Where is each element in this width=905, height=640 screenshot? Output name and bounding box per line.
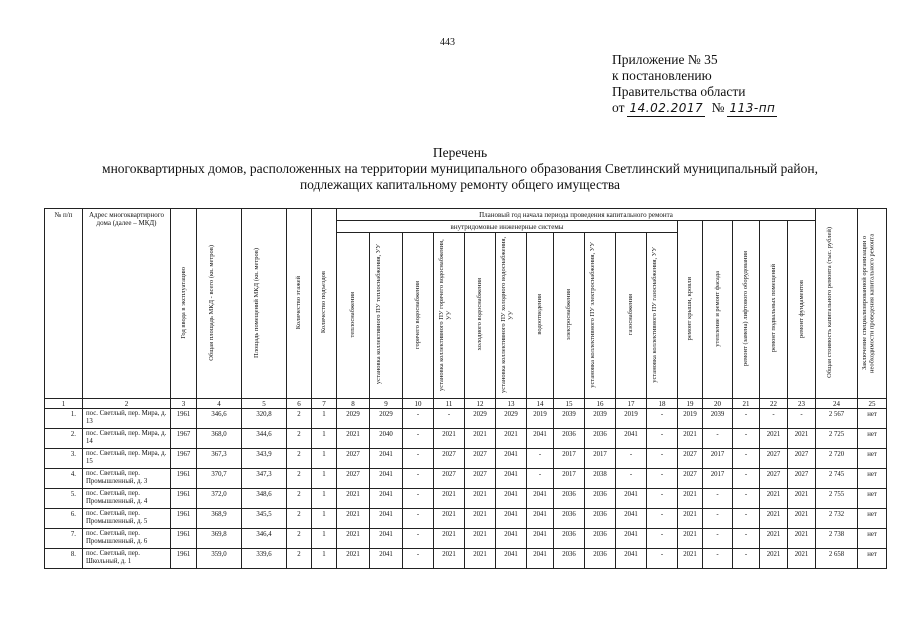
table-cell: - [647, 489, 678, 509]
table-cell: 370,7 [197, 469, 242, 489]
table-row [45, 409, 887, 429]
table-cell: 2036 [585, 509, 616, 529]
table-cell: 2021 [434, 509, 465, 529]
table-cell: - [733, 549, 760, 569]
table-cell: 2021 [678, 529, 703, 549]
row-index-cell: 3. [45, 449, 83, 469]
table-cell: 1 [312, 549, 337, 569]
table-cell: 2 [287, 409, 312, 429]
header-sub-heating: теплоснабжения [337, 233, 370, 399]
column-number: 4 [197, 399, 242, 409]
table-cell: - [527, 449, 554, 469]
table-cell: 344,6 [242, 429, 287, 449]
table-cell: 2036 [585, 429, 616, 449]
table-cell: - [403, 529, 434, 549]
table-cell: 2041 [527, 429, 554, 449]
table-cell: 2 [287, 429, 312, 449]
table-cell: 1 [312, 469, 337, 489]
table-cell: 346,6 [197, 409, 242, 429]
table-cell: - [647, 429, 678, 449]
table-cell: 2036 [585, 529, 616, 549]
table-cell: 2021 [434, 429, 465, 449]
table-cell: - [788, 409, 816, 429]
table-cell: 2036 [585, 549, 616, 569]
table-cell: 1961 [171, 409, 197, 429]
number-prefix: № [711, 100, 725, 115]
table-cell: 2021 [788, 489, 816, 509]
table-cell: 2021 [678, 429, 703, 449]
column-number: 18 [647, 399, 678, 409]
table-cell: 2021 [465, 529, 496, 549]
column-number: 15 [554, 399, 585, 409]
table-cell: 2036 [554, 489, 585, 509]
table-cell: 320,8 [242, 409, 287, 429]
table-cell: 2017 [554, 449, 585, 469]
header-sub-cold-water-meter: установка коллективного ПУ холодного водоснабжения, УУ [496, 233, 527, 399]
table-cell: 2041 [496, 509, 527, 529]
table-cell: 2021 [760, 429, 788, 449]
table-cell: 2021 [337, 429, 370, 449]
header-sub-sewage: водоотведения [527, 233, 554, 399]
address-cell: пос. Светлый, пер. Промышленный, д. 4 [83, 489, 171, 509]
table-cell: 2 745 [816, 469, 858, 489]
table-cell: 2 738 [816, 529, 858, 549]
table-cell: нет [858, 469, 887, 489]
table-cell: - [733, 489, 760, 509]
column-number-row [45, 399, 887, 409]
table-cell: нет [858, 449, 887, 469]
table-cell: 2017 [585, 449, 616, 469]
table-cell: 2017 [703, 469, 733, 489]
handwritten-date: 14.02.2017 [629, 101, 704, 115]
table-cell: 2029 [496, 409, 527, 429]
header-sub-gas: газоснабжения [616, 233, 647, 399]
table-cell: 2021 [788, 549, 816, 569]
table-cell: 2041 [370, 469, 403, 489]
table-cell: 2027 [788, 469, 816, 489]
appendix-block [612, 52, 780, 117]
table-cell: 2 [287, 489, 312, 509]
column-number: 3 [171, 399, 197, 409]
table-cell: 2021 [337, 529, 370, 549]
address-cell: пос. Светлый, пер. Мира, д. 14 [83, 429, 171, 449]
column-number: 5 [242, 399, 287, 409]
table-cell: 347,3 [242, 469, 287, 489]
table-cell: 2041 [616, 429, 647, 449]
table-cell: - [647, 509, 678, 529]
table-cell: 2 732 [816, 509, 858, 529]
table-cell: 348,6 [242, 489, 287, 509]
table-cell: 2027 [788, 449, 816, 469]
table-cell: - [760, 409, 788, 429]
address-cell: пос. Светлый, пер. Мира, д. 15 [83, 449, 171, 469]
table-cell: нет [858, 549, 887, 569]
column-number: 2 [83, 399, 171, 409]
header-year: Год ввода в эксплуатацию [171, 209, 197, 399]
table-cell: 2041 [370, 509, 403, 529]
table-cell: 2027 [760, 469, 788, 489]
table-cell: 2041 [496, 529, 527, 549]
table-cell: 2021 [788, 509, 816, 529]
address-cell: пос. Светлый, пер. Промышленный, д. 5 [83, 509, 171, 529]
table-cell: 2017 [554, 469, 585, 489]
table-cell: 2021 [465, 429, 496, 449]
table-cell: 1 [312, 409, 337, 429]
table-cell: - [647, 449, 678, 469]
table-cell: 2041 [496, 489, 527, 509]
header-basement: ремонт подвальных помещений [760, 221, 788, 399]
table-cell: 2021 [788, 529, 816, 549]
table-cell: 2027 [678, 449, 703, 469]
table-cell: - [647, 469, 678, 489]
header-engineering-systems: внутридомовые инженерные системы [337, 221, 678, 233]
table-cell: 2041 [370, 449, 403, 469]
table-cell: 2041 [527, 549, 554, 569]
table-cell: 2027 [678, 469, 703, 489]
table-cell: 2021 [496, 429, 527, 449]
column-number: 25 [858, 399, 887, 409]
header-sub-cold-water: холодного водоснабжения [465, 233, 496, 399]
column-number: 20 [703, 399, 733, 409]
table-cell: 2021 [465, 489, 496, 509]
table-cell: 1961 [171, 529, 197, 549]
table-cell: 2041 [616, 529, 647, 549]
table-cell: 2027 [465, 449, 496, 469]
table-cell: - [616, 449, 647, 469]
table-cell: 2021 [465, 549, 496, 569]
column-number: 13 [496, 399, 527, 409]
table-cell: нет [858, 509, 887, 529]
column-number: 14 [527, 399, 554, 409]
table-cell: - [403, 409, 434, 429]
table-cell: 1 [312, 489, 337, 509]
column-number: 8 [337, 399, 370, 409]
table-cell: 2017 [703, 449, 733, 469]
table-cell: 2029 [370, 409, 403, 429]
table-cell: 2021 [760, 509, 788, 529]
column-number: 6 [287, 399, 312, 409]
column-number: 23 [788, 399, 816, 409]
table-cell: 2021 [337, 549, 370, 569]
table-cell: 2041 [527, 489, 554, 509]
appendix-line-3: Правительства области [612, 84, 746, 99]
table-cell: 2021 [760, 489, 788, 509]
table-cell: 2036 [554, 529, 585, 549]
table-cell: 368,0 [197, 429, 242, 449]
table-cell: 2021 [760, 529, 788, 549]
table-cell: 2 755 [816, 489, 858, 509]
table-cell: 2021 [337, 489, 370, 509]
table-cell: нет [858, 529, 887, 549]
table-cell: - [403, 489, 434, 509]
table-cell: 2027 [465, 469, 496, 489]
title-line-3: подлежащих капитальному ремонту общего имущества [299, 177, 621, 192]
table-cell: - [703, 489, 733, 509]
table-cell: 368,9 [197, 509, 242, 529]
column-number: 1 [45, 399, 83, 409]
table-cell: 2021 [434, 529, 465, 549]
table-cell: 2 [287, 509, 312, 529]
table-cell: 343,9 [242, 449, 287, 469]
table-cell: 2021 [337, 509, 370, 529]
table-cell: - [647, 529, 678, 549]
table-cell: 2029 [465, 409, 496, 429]
header-address: Адрес многоквартирного дома (далее – МКД) [83, 209, 171, 399]
header-sub-electricity-meter: установка коллективного ПУ электроснабжения, УУ [585, 233, 616, 399]
table-cell: 367,3 [197, 449, 242, 469]
table-cell: - [703, 429, 733, 449]
table-cell: 2041 [616, 489, 647, 509]
table-cell: 2041 [370, 489, 403, 509]
table-cell: 1961 [171, 469, 197, 489]
houses-table [44, 208, 887, 569]
header-total-area: Общая площадь МКД - всего (кв. метров) [197, 209, 242, 399]
table-cell: 369,8 [197, 529, 242, 549]
handwritten-number: 113-пп [729, 101, 776, 115]
table-cell: 339,6 [242, 549, 287, 569]
table-cell: 2039 [554, 409, 585, 429]
column-number: 19 [678, 399, 703, 409]
table-cell: 2 [287, 469, 312, 489]
header-sub-gas-meter: установка коллективного ПУ газоснабжения, УУ [647, 233, 678, 399]
table-cell: - [703, 529, 733, 549]
table-row [45, 449, 887, 469]
table-body [45, 409, 887, 569]
table-cell: - [733, 509, 760, 529]
table-cell: 2021 [465, 509, 496, 529]
table-cell: 2 [287, 449, 312, 469]
table-cell: 2027 [434, 449, 465, 469]
row-index-cell: 4. [45, 469, 83, 489]
column-number: 7 [312, 399, 337, 409]
column-number: 9 [370, 399, 403, 409]
table-cell: 372,0 [197, 489, 242, 509]
table-cell: 346,4 [242, 529, 287, 549]
table-cell: 2041 [496, 449, 527, 469]
header-sub-hot-water: горячего водоснабжения [403, 233, 434, 399]
table-cell: - [733, 409, 760, 429]
table-cell: 2041 [527, 509, 554, 529]
row-index-cell: 1. [45, 409, 83, 429]
table-cell: - [616, 469, 647, 489]
table-cell: 2040 [370, 429, 403, 449]
header-sub-heating-meter: установка коллективного ПУ теплоснабжения, УУ [370, 233, 403, 399]
table-cell: 2036 [554, 509, 585, 529]
table-cell: 2038 [585, 469, 616, 489]
table-cell: 2 658 [816, 549, 858, 569]
table-cell: нет [858, 429, 887, 449]
row-index-cell: 2. [45, 429, 83, 449]
column-number: 12 [465, 399, 496, 409]
table-cell: 2 725 [816, 429, 858, 449]
appendix-line-2: к постановлению [612, 68, 712, 83]
row-index-cell: 7. [45, 529, 83, 549]
row-index-cell: 8. [45, 549, 83, 569]
document-title [60, 145, 860, 193]
table-cell: 2019 [527, 409, 554, 429]
table-cell: 2 567 [816, 409, 858, 429]
table-cell: 2021 [678, 489, 703, 509]
table-row [45, 469, 887, 489]
table-cell: - [733, 449, 760, 469]
table-cell: 1967 [171, 429, 197, 449]
table-cell: - [403, 449, 434, 469]
table-cell: 2041 [370, 549, 403, 569]
table-cell: 1967 [171, 449, 197, 469]
header-num: № п/п [45, 209, 83, 399]
table-cell: 2019 [678, 409, 703, 429]
table-cell: 2 [287, 549, 312, 569]
table-cell: 2036 [554, 549, 585, 569]
table-cell: 2041 [616, 549, 647, 569]
table-cell: 2041 [527, 529, 554, 549]
table-cell: - [733, 429, 760, 449]
appendix-date-line [612, 100, 780, 117]
header-cost: Общая стоимость капитального ремонта (тыс. рублей) [816, 209, 858, 399]
table-cell: 2041 [496, 469, 527, 489]
date-prefix: от [612, 100, 625, 115]
table-cell: 359,0 [197, 549, 242, 569]
table-cell: 1 [312, 509, 337, 529]
table-cell: 2021 [788, 429, 816, 449]
table-cell: - [403, 429, 434, 449]
header-elevator: ремонт (замена) лифтового оборудования [733, 221, 760, 399]
table-cell: 1 [312, 529, 337, 549]
houses-table-wrapper [44, 208, 887, 569]
appendix-line-1: Приложение № 35 [612, 52, 718, 67]
page-number: 443 [440, 37, 455, 48]
table-cell: - [703, 549, 733, 569]
row-index-cell: 5. [45, 489, 83, 509]
table-row [45, 489, 887, 509]
table-cell: 2 [287, 529, 312, 549]
table-cell: 2021 [434, 489, 465, 509]
table-cell: 2036 [554, 429, 585, 449]
column-number: 11 [434, 399, 465, 409]
table-cell: 1 [312, 449, 337, 469]
table-cell: нет [858, 409, 887, 429]
address-cell: пос. Светлый, пер. Мира, д. 13 [83, 409, 171, 429]
table-cell: - [434, 409, 465, 429]
header-sub-hot-water-meter: установка коллективного ПУ горячего водоснабжения, УУ [434, 233, 465, 399]
table-cell: нет [858, 489, 887, 509]
table-cell: 2019 [616, 409, 647, 429]
table-cell: - [527, 469, 554, 489]
table-cell: - [647, 549, 678, 569]
table-cell: 1961 [171, 489, 197, 509]
table-cell: 2041 [616, 509, 647, 529]
table-row [45, 509, 887, 529]
table-cell: 2021 [760, 549, 788, 569]
column-number: 21 [733, 399, 760, 409]
header-conclusion: Заключение специализированной организации о необходимости проведения капитального ремонта [858, 209, 887, 399]
table-cell: 345,5 [242, 509, 287, 529]
title-line-2: многоквартирных домов, расположенных на территории муниципального образования Светлинский муниципальный район, [102, 161, 818, 176]
table-row [45, 549, 887, 569]
table-row [45, 429, 887, 449]
table-cell: 1961 [171, 509, 197, 529]
column-number: 22 [760, 399, 788, 409]
table-cell: 1961 [171, 549, 197, 569]
title-line-1: Перечень [432, 145, 488, 160]
column-number: 24 [816, 399, 858, 409]
header-planned-year: Плановый год начала периода проведения капитального ремонта [337, 209, 816, 221]
table-cell: 2039 [703, 409, 733, 429]
table-cell: - [403, 549, 434, 569]
table-cell: - [403, 509, 434, 529]
table-cell: 2021 [434, 549, 465, 569]
table-cell: 2021 [678, 549, 703, 569]
table-cell: 2039 [585, 409, 616, 429]
table-cell: - [733, 469, 760, 489]
address-cell: пос. Светлый, пер. Школьный, д. 1 [83, 549, 171, 569]
header-facade: утепление и ремонт фасада [703, 221, 733, 399]
header-roof: ремонт крыши, кровли [678, 221, 703, 399]
header-foundation: ремонт фундаментов [788, 221, 816, 399]
table-cell: - [703, 509, 733, 529]
header-floors: Количество этажей [287, 209, 312, 399]
address-cell: пос. Светлый, пер. Промышленный, д. 3 [83, 469, 171, 489]
header-room-area: Площадь помещений МКД (кв. метров) [242, 209, 287, 399]
table-cell: 2041 [496, 549, 527, 569]
column-number: 10 [403, 399, 434, 409]
column-number: 16 [585, 399, 616, 409]
header-entrances: Количество подъездов [312, 209, 337, 399]
table-cell: 2 720 [816, 449, 858, 469]
table-cell: - [403, 469, 434, 489]
table-cell: 2041 [370, 529, 403, 549]
table-cell: 2021 [678, 509, 703, 529]
table-cell: 2036 [585, 489, 616, 509]
table-cell: 2029 [337, 409, 370, 429]
table-cell: - [733, 529, 760, 549]
header-sub-electricity: электроснабжения [554, 233, 585, 399]
table-cell: 1 [312, 429, 337, 449]
table-cell: 2027 [337, 469, 370, 489]
table-row [45, 529, 887, 549]
table-cell: 2027 [434, 469, 465, 489]
row-index-cell: 6. [45, 509, 83, 529]
address-cell: пос. Светлый, пер. Промышленный, д. 6 [83, 529, 171, 549]
table-cell: - [647, 409, 678, 429]
column-number: 17 [616, 399, 647, 409]
table-cell: 2027 [760, 449, 788, 469]
table-cell: 2027 [337, 449, 370, 469]
